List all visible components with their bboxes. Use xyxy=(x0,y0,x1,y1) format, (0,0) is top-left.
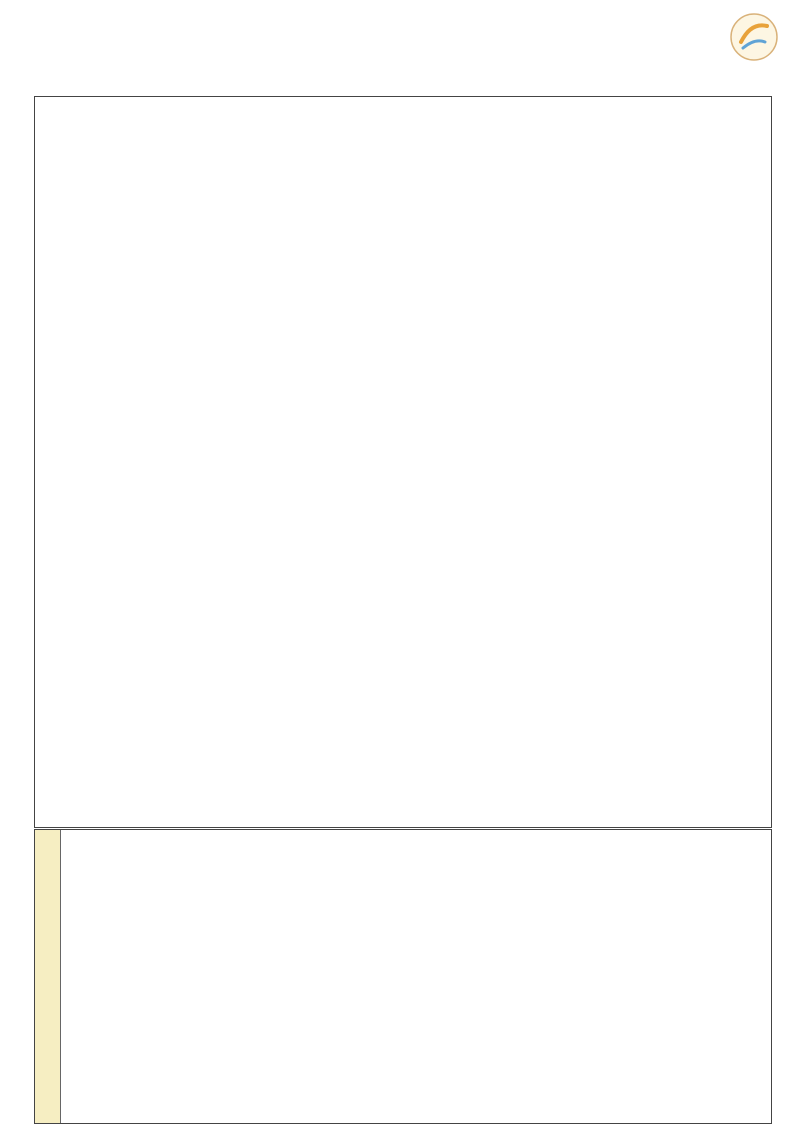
header xyxy=(0,0,810,96)
event-list xyxy=(34,96,772,828)
lottery-caption xyxy=(35,996,61,1123)
organization-logo-icon xyxy=(729,12,779,62)
first-come-caption xyxy=(35,830,61,996)
special-events xyxy=(34,829,772,1124)
